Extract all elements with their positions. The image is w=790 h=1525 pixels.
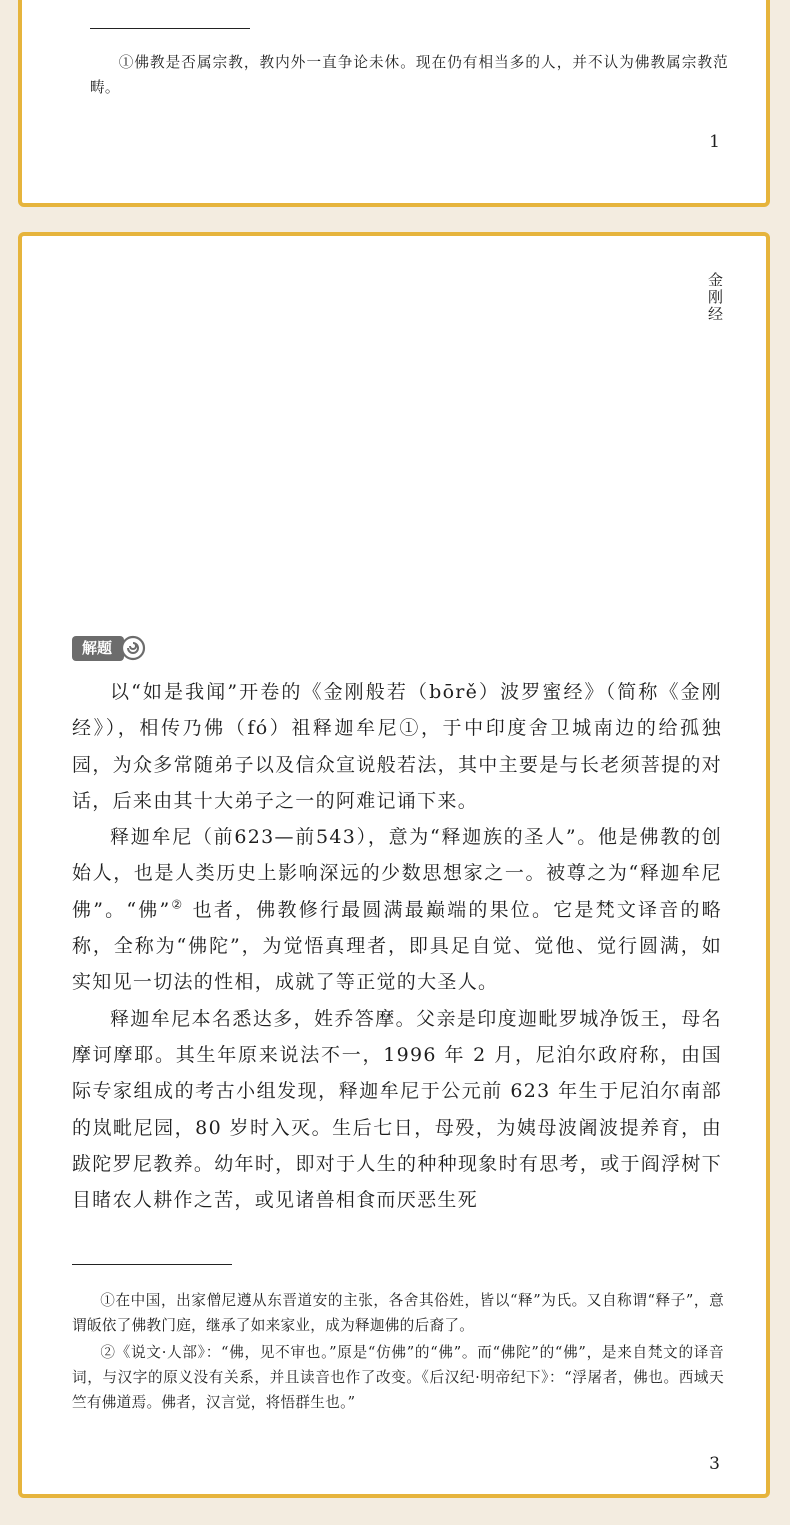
footnote-divider [90, 28, 250, 29]
body-text [72, 674, 722, 1218]
page-top [18, 0, 770, 207]
page-main [18, 232, 770, 1498]
section-badge [72, 635, 146, 661]
spiral-icon [120, 635, 146, 661]
section-label: 解题 [72, 636, 124, 661]
running-title: 金刚经 [706, 272, 724, 323]
footnote: ①在中国，出家僧尼遵从东晋道安的主张，各舍其俗姓，皆以“释”为氏。又自称谓“释子”，意谓皈依了佛教门庭，继承了如来家业，成为释迦佛的后裔了。 [72, 1292, 724, 1334]
page-number: 3 [709, 1454, 720, 1474]
page-number: 1 [709, 132, 720, 152]
footnote-divider [72, 1264, 232, 1265]
footnote-marker: ② [170, 897, 185, 912]
footnote: ②《说文·人部》：“佛，见不审也。”原是“仿佛”的“佛”。而“佛陀”的“佛”，是来自梵文的译音词，与汉字的原义没有关系，并且读音也作了改变。《后汉纪·明帝纪下》：“浮屠者，佛也。西域天竺有佛道焉。佛者，汉言觉，将悟群生也。” [72, 1344, 724, 1411]
footnote: ①佛教是否属宗教，教内外一直争论未休。现在仍有相当多的人，并不认为佛教属宗教范畴。 [90, 54, 728, 96]
paragraph: 释迦牟尼本名悉达多，姓乔答摩。父亲是印度迦毗罗城净饭王，母名摩诃摩耶。其生年原来说法不一，1996 年 2 月，尼泊尔政府称，由国际专家组成的考古小组发现，释迦牟尼于公元前 623 年生于尼泊尔南部的岚毗尼园，80 岁时入灭。生后七日，母殁，为姨母波阇波提养育，由跋陀罗尼教养。幼年时，即对于人生的种种现象时有思考，或于阎浮树下目睹农人耕作之苦，或见诸兽相食而厌恶生死 [72, 1007, 722, 1212]
paragraph: 以“如是我闻”开卷的《金刚般若（bōrě）波罗蜜经》（简称《金刚经》），相传乃佛（fó）祖释迦牟尼①，于中印度舍卫城南边的给孤独园，为众多常随弟子以及信众宣说般若法，其中主要是与长老须菩提的对话，后来由其十大弟子之一的阿难记诵下来。 [72, 681, 722, 812]
paragraph: 释迦牟尼（前623—前543），意为“释迦族的圣人”。他是佛教的创始人，也是人类历史上影响深远的少数思想家之一。被尊之为“释迦牟尼佛”。“佛”② 也者，佛教修行最圆满最巅端的果位。它是梵文译音的略称，全称为“佛陀”，为觉悟真理者，即具足自觉、觉他、觉行圆满，如实知见一切法的性相，成就了等正觉的大圣人。 [72, 826, 722, 994]
